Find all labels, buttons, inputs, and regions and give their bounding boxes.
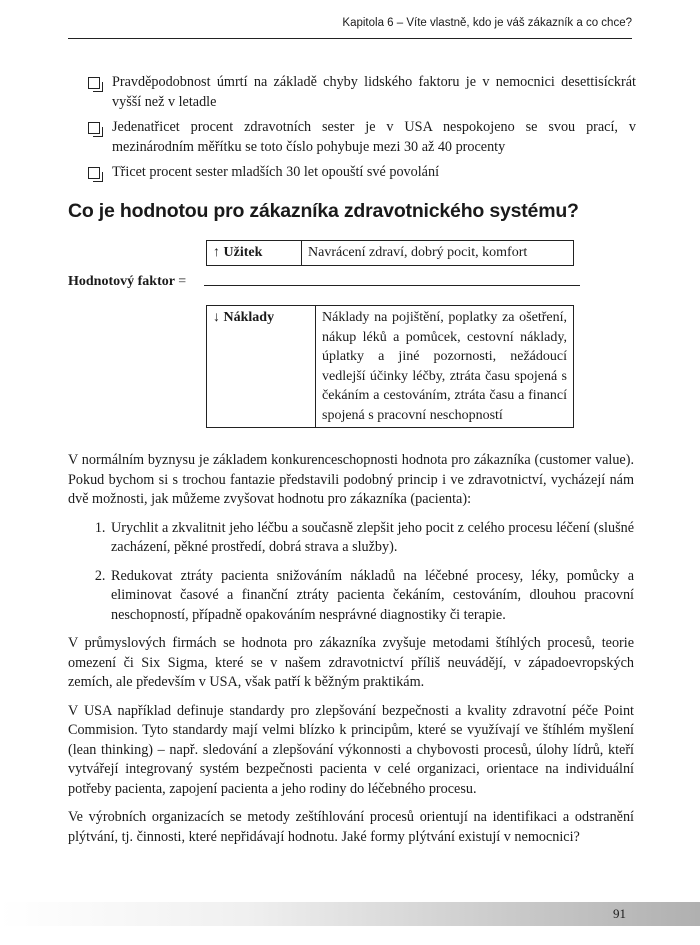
section-heading: Co je hodnotou pro zákazníka zdravotnického systému? — [68, 200, 579, 222]
checkbox-bullet-icon — [88, 122, 100, 134]
paragraph: V USA například definuje standardy pro zlepšování bezpečnosti a kvality zdravotní péče Point Commision. Tyto standardy mají velmi blízko k principům, které se využívají ve štíhlém myšlení (lean thinking) – např. sledování a zlepšování výkonnosti a chybovosti procesů, úlohy lídrů, kteří vytvářejí integrovaný systém bezpečnosti pacienta v celé organizaci, orientace na individuální potřeby pacienta, zapojení pacienta a jeho rodiny do léčebného procesu. — [68, 702, 634, 797]
footer-bar — [0, 902, 700, 926]
checkbox-bullet-icon — [88, 77, 100, 89]
running-header — [68, 8, 632, 39]
body-text — [68, 451, 634, 856]
benefit-text: Navrácení zdraví, dobrý pocit, komfort — [302, 241, 574, 266]
bullet-item: Třicet procent sester mladších 30 let opouští své povolání — [88, 163, 636, 183]
statistics-bullet-list — [88, 73, 636, 189]
cost-table — [206, 305, 574, 428]
page-number: 91 — [613, 906, 626, 921]
paragraph: Ve výrobních organizacích se metody zeštíhlování procesů orientují na identifikaci a odstranění plýtvání, tj. činnosti, které nepřidávají hodnotu. Jaké formy plýtvání existují v nemocnici? — [68, 809, 634, 845]
paragraph: V normálním byznysu je základem konkurenceschopnosti hodnota pro zákazníka (customer value). Pokud bychom si s trochou fantazie představili podobný princip i ve zdravotnictví, vycházejí nám dvě možnosti, jak můžeme zvyšovat hodnotu pro zákazníka (pacienta): — [68, 452, 634, 507]
numbered-list — [68, 519, 634, 626]
cost-text: Náklady na pojištění, poplatky za ošetření, nákup léků a pomůcek, cestovní náklady, úplatky a jiné pozornosti, nežádoucí vedlejší účinky léčby, ztráta času spojená s čekáním a cestováním, ztráta času a financí spojená s pracovní neschopností — [316, 306, 574, 428]
numbered-list-item: 1. Urychlit a zkvalitnit jeho léčbu a současně zlepšit jeho pocit z celého procesu léčení (slušné zacházení, pěkné prostředí, dobrá strava a služby). — [109, 519, 634, 558]
cost-label: ↓ Náklady — [207, 306, 316, 428]
paragraph: V průmyslových firmách se hodnota pro zákazníka zvyšuje metodami štíhlých procesů, teorie omezení či Six Sigma, které se v našem zdravotnictví příliš neuvádějí, v západoevropských zemích, ale především v USA, však patří k běžným praktikám. — [68, 635, 634, 690]
running-header-title: Kapitola 6 – Víte vlastně, kdo je váš zákazník a co chce? — [342, 17, 632, 29]
numbered-list-item: 2. Redukovat ztráty pacienta snižováním nákladů na léčebné procesy, léky, pomůcky a eliminovat časové a finanční ztráty pacienta čekáním, cestováním, dlouhou pracovní neschopností, případně opakováním nesprávné diagnostiky či terapie. — [109, 567, 634, 626]
value-factor-label: Hodnotový faktor = — [68, 274, 187, 289]
checkbox-bullet-icon — [88, 167, 100, 179]
bullet-item: Pravděpodobnost úmrtí na základě chyby lidského faktoru je v nemocnici desettisíckrát vyšší než v letadle — [88, 73, 636, 112]
fraction-line — [204, 285, 580, 286]
benefit-label: ↑ Užitek — [207, 241, 302, 266]
bullet-item: Jedenatřicet procent zdravotních sester je v USA nespokojeno se svou prací, v mezinárodním měřítku se toto číslo pohybuje mezi 30 až 40 procenty — [88, 118, 636, 157]
benefit-table — [206, 240, 574, 266]
